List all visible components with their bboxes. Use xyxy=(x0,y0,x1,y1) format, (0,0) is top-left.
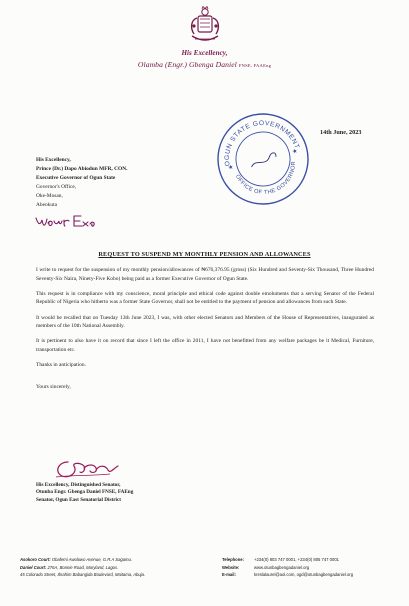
closing-line: Thanks in anticipation. xyxy=(36,362,86,369)
letter-date: 14th June, 2023 xyxy=(320,129,362,136)
signature xyxy=(50,456,120,482)
body-paragraph: It is pertinent to also have it on record that since I left the office in 2011, I have not benefitted from any welfare packages be it Medical, Furniture, transportation etc. xyxy=(36,338,374,353)
recipient-name: Prince (Dr.) Dapo Abiodun MFR, CON. xyxy=(36,166,128,173)
svg-text:★: ★ xyxy=(291,148,299,156)
stamp-top-text: OGUN STATE GOVERNMENT xyxy=(223,119,301,167)
signer-line2: Otunba Engr. Gbenga Daniel FNSE, FAEng xyxy=(36,489,134,496)
letterhead-name xyxy=(0,60,409,69)
official-stamp xyxy=(212,108,314,210)
footer-contact-row xyxy=(222,571,353,579)
valediction: Yours sincerely, xyxy=(36,383,71,390)
website-link[interactable]: www.otunbagbengadaniel.org xyxy=(254,564,310,570)
recipient-city: Abeokuta xyxy=(36,202,57,209)
recipient-position: Executive Governor of Ogun State xyxy=(36,175,116,182)
svg-text:OFFICE OF THE GOVERNOR xyxy=(234,160,304,203)
recipient-address xyxy=(36,156,127,211)
coat-of-arms-crest xyxy=(186,6,224,46)
footer-address-label: Daniel Court: xyxy=(20,564,47,570)
footer-address-value: 45 Colorado Street, Ibrahim Babangida Boulevard, Maitama, Abuja. xyxy=(20,572,146,578)
signer-line1: His Excellency, Distinguished Senator, xyxy=(36,482,121,488)
svg-text:OGUN STATE GOVERNMENT xyxy=(216,112,301,168)
body-paragraph: I write to request for the suspension of my monthly pension/allowances of ₦676,376.95 (gross) (Six Hundred and Seventy-Six Thousand, Three Hundred Seventy-Six Naira, Ninety-Five Kobo) being paid as a former Executive Governor of Ogun State. xyxy=(36,267,374,282)
footer-addresses xyxy=(20,556,145,579)
footer-address-row xyxy=(20,564,145,572)
recipient-location: Oke-Mosan, xyxy=(36,193,63,200)
recipient-salutation-title: His Excellency, xyxy=(36,157,71,163)
footer-contacts xyxy=(222,556,353,579)
letterhead-title: His Excellency, xyxy=(181,49,228,57)
footer-contact-row xyxy=(222,556,353,564)
letter-subject: REQUEST TO SUSPEND MY MONTHLY PENSION AND ALLOWANCES xyxy=(98,251,311,258)
footer-address-row xyxy=(20,556,145,564)
telephone-value: +234(0) 803 747 0001, +234(0) 805 747 0001 xyxy=(254,557,339,562)
email-link[interactable]: kreslalaurel@aol.com, ogd@otunbagbengadaniel.org xyxy=(254,572,354,578)
handwritten-salutation xyxy=(34,210,96,232)
footer-contact-label: E-mail: xyxy=(222,572,236,578)
stamp-bottom-text: OFFICE OF THE GOVERNOR xyxy=(233,160,297,196)
recipient-office: Governor's Office, xyxy=(36,184,77,191)
letterhead-suffix: FNSE, FAAEng xyxy=(238,63,272,68)
body-paragraph: This request is in compliance with my conscience, moral principle and ethical code against double emoluments that a serving Senator of the Federal Republic of Nigeria who hitherto was a former State Governor, shall not be entitled to the payment of pension and allowances from such State. xyxy=(36,290,374,306)
footer-address-value: Obafemi Awolowo Avenue, G.R.A Sagamu. xyxy=(51,557,133,562)
footer-contact-row xyxy=(222,564,353,572)
svg-text:★: ★ xyxy=(227,164,235,172)
footer-contact-label: Website: xyxy=(222,564,240,570)
footer-address-value: 276A, Bonnie Road, Maryland, Lagos. xyxy=(47,564,119,570)
body-paragraph: It would be recalled that on Tuesday 13th June 2023, I was, with other elected Senators and Members of the House of Representatives, inaugurated as members of the 10th National Assembly. xyxy=(36,314,374,330)
signer-line3: Senator, Ogun East Senatorial District xyxy=(36,496,121,503)
footer-contact-label: Telephone: xyxy=(222,557,245,562)
letterhead-name-text: Olamba (Engr.) Gbenga Daniel xyxy=(137,60,237,69)
footer-address-label: Asokoro Court: xyxy=(20,557,51,562)
signer-block xyxy=(36,482,133,504)
footer-address-row xyxy=(20,571,145,579)
letter-body xyxy=(36,266,374,391)
